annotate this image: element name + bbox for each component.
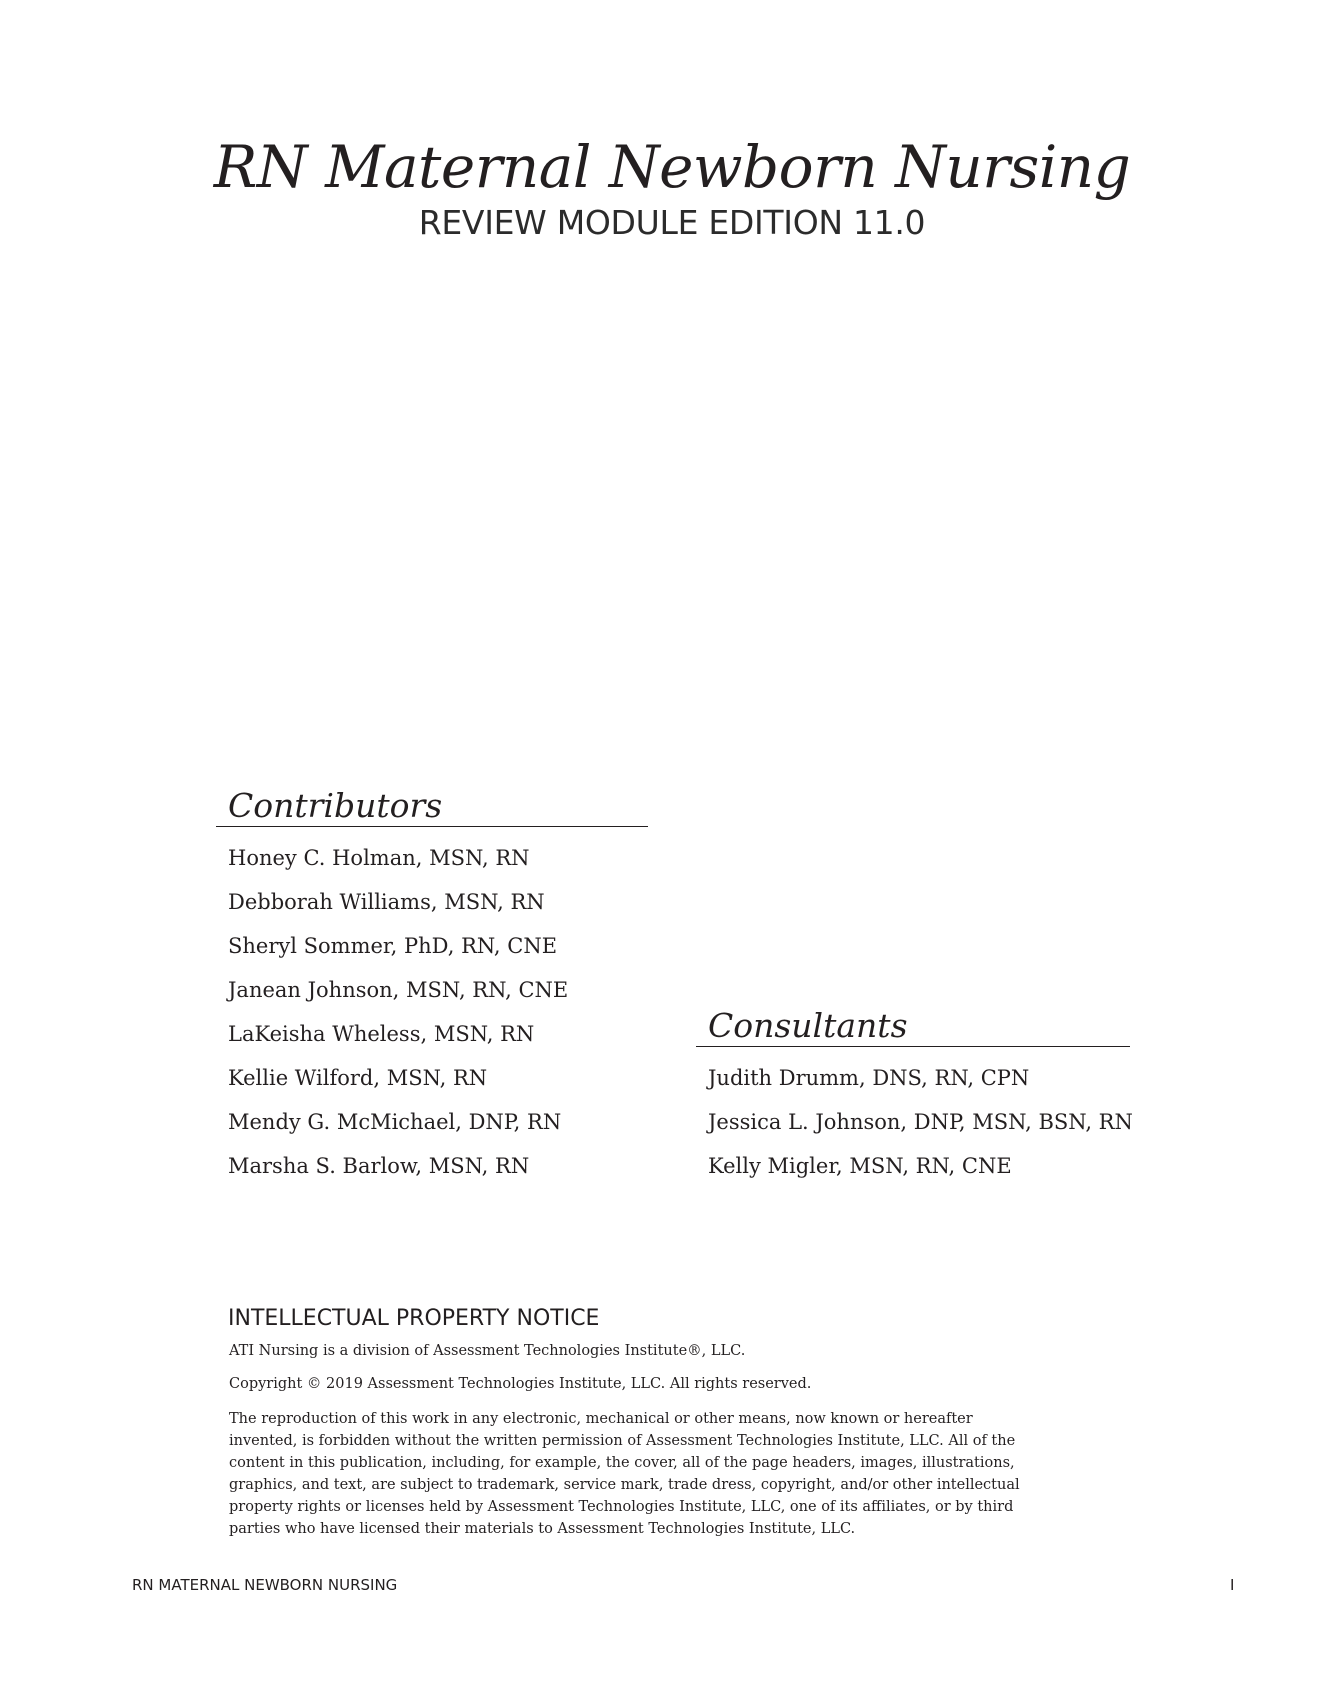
contributors-heading: Contributors bbox=[216, 786, 648, 827]
contributors-list bbox=[228, 836, 568, 1188]
consultant-name: Jessica L. Johnson, DNP, MSN, BSN, RN bbox=[708, 1110, 1133, 1134]
book-title: RN Maternal Newborn Nursing bbox=[213, 133, 1131, 201]
contributor-name: Debborah Williams, MSN, RN bbox=[228, 890, 545, 914]
contributor-name: Mendy G. McMichael, DNP, RN bbox=[228, 1110, 562, 1134]
consultant-name: Judith Drumm, DNS, RN, CPN bbox=[708, 1066, 1030, 1090]
contributor-name: Kellie Wilford, MSN, RN bbox=[228, 1066, 488, 1090]
contributor-name: Sheryl Sommer, PhD, RN, CNE bbox=[228, 934, 558, 958]
consultant-name: Kelly Migler, MSN, RN, CNE bbox=[708, 1154, 1012, 1178]
ip-notice-heading: INTELLECTUAL PROPERTY NOTICE bbox=[228, 1306, 600, 1331]
contributor-name: LaKeisha Wheless, MSN, RN bbox=[228, 1022, 535, 1046]
contributor-name: Marsha S. Barlow, MSN, RN bbox=[228, 1154, 530, 1178]
contributor-name: Honey C. Holman, MSN, RN bbox=[228, 846, 530, 870]
footer-page-number: I bbox=[1230, 1576, 1235, 1594]
ip-notice-division-line: ATI Nursing is a division of Assessment Technologies Institute®, LLC. bbox=[229, 1343, 746, 1359]
ip-notice-copyright-line: Copyright © 2019 Assessment Technologies Institute, LLC. All rights reserved. bbox=[229, 1376, 812, 1392]
edition-subtitle: REVIEW MODULE EDITION 11.0 bbox=[418, 203, 926, 242]
ip-notice-body: The reproduction of this work in any electronic, mechanical or other means, now known or hereafter invented, is forbidden without the written permission of Assessment Technologies Institute, LLC. All of the content in this publication, including, for example, the cover, all of the page headers, images, illustrations, graphics, and text, are subject to trademark, service mark, trade dress, copyright, and/or other intellectual property rights or licenses held by Assessment Technologies Institute, LLC, one of its affiliates, or by third parties who have licensed their materials to Assessment Technologies Institute, LLC. bbox=[229, 1411, 1020, 1537]
consultants-list bbox=[708, 1056, 1133, 1188]
footer-running-title: RN MATERNAL NEWBORN NURSING bbox=[132, 1576, 398, 1594]
consultants-heading: Consultants bbox=[696, 1006, 1130, 1047]
contributor-name: Janean Johnson, MSN, RN, CNE bbox=[228, 978, 569, 1002]
